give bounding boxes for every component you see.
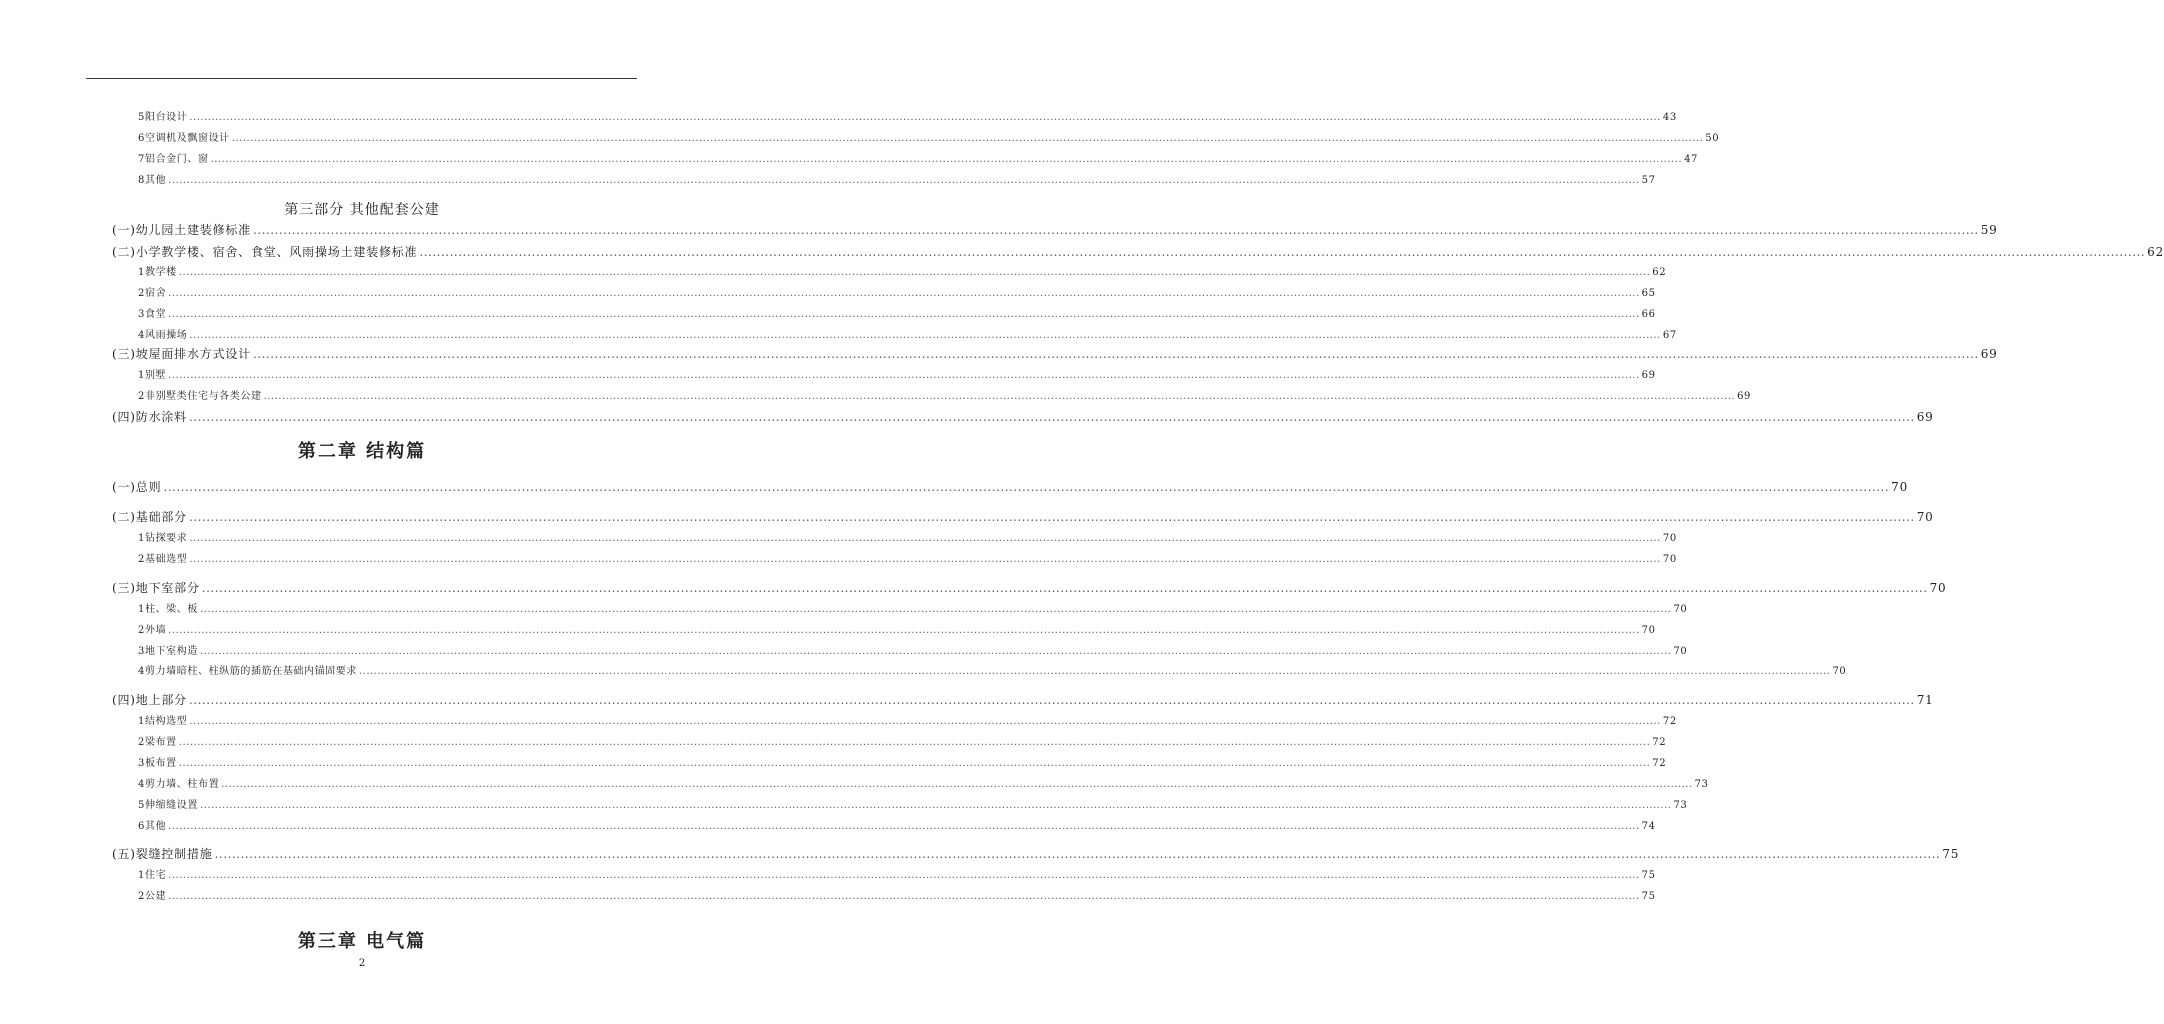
toc-entry-number: 2 bbox=[138, 891, 145, 902]
toc-subsection-entry[interactable] bbox=[138, 712, 1677, 727]
toc-subsection-entry[interactable] bbox=[138, 887, 1656, 902]
toc-entry-number: (一) bbox=[112, 223, 136, 237]
toc-entry-number: (三) bbox=[112, 581, 136, 595]
toc-subsection-entry[interactable] bbox=[138, 754, 1667, 769]
toc-leader-dots: ................................................................................................................................................................................................................................................................................................................................................................................................................ bbox=[199, 604, 1672, 615]
toc-entry-page: 70 bbox=[1641, 625, 1656, 636]
toc-entry-number: (三) bbox=[112, 347, 136, 361]
toc-entry-number: 2 bbox=[138, 625, 145, 636]
toc-entry-page: 70 bbox=[1673, 604, 1688, 615]
toc-entry-title: 剪力墙暗柱、柱纵筋的插筋在基础内锚固要求 bbox=[144, 666, 357, 677]
toc-entry-title: 住宅 bbox=[144, 870, 167, 881]
toc-entry-number: (四) bbox=[112, 693, 136, 707]
toc-entry-number: 2 bbox=[138, 288, 145, 299]
toc-entry-number: (二) bbox=[112, 510, 136, 524]
toc-entry-number: 5 bbox=[138, 800, 145, 811]
toc-entry-page: 43 bbox=[1662, 112, 1677, 123]
toc-leader-dots: ................................................................................................................................................................................................................................................................................................................................................................................................................ bbox=[168, 870, 1640, 881]
toc-subsection-entry[interactable] bbox=[138, 366, 1656, 381]
toc-entry-page: 59 bbox=[1980, 223, 1998, 237]
toc-entry-number: 4 bbox=[138, 330, 145, 341]
toc-entry-number: (五) bbox=[112, 847, 136, 861]
toc-entry-number: 6 bbox=[138, 821, 145, 832]
toc-leader-dots: ................................................................................................................................................................................................................................................................................................................................................................................................................ bbox=[252, 223, 1979, 237]
toc-entry-number: 1 bbox=[138, 604, 145, 615]
toc-entry-title: 结构选型 bbox=[144, 716, 188, 727]
toc-entry-title: 梁布置 bbox=[144, 737, 177, 748]
toc-entry-title: 坡屋面排水方式设计 bbox=[135, 347, 251, 361]
toc-entry-number: (一) bbox=[112, 480, 136, 494]
toc-subsection-entry[interactable] bbox=[138, 171, 1656, 186]
toc-entry-page: 70 bbox=[1662, 554, 1677, 565]
toc-leader-dots: ................................................................................................................................................................................................................................................................................................................................................................................................................ bbox=[263, 391, 1736, 402]
toc-entry-title: 宿舍 bbox=[144, 288, 167, 299]
toc-entry-number: 3 bbox=[138, 309, 145, 320]
toc-entry-title: 伸缩缝设置 bbox=[144, 800, 198, 811]
toc-section-entry[interactable] bbox=[112, 691, 1934, 708]
toc-leader-dots: ................................................................................................................................................................................................................................................................................................................................................................................................................ bbox=[168, 309, 1640, 320]
toc-entry-number: 3 bbox=[138, 646, 145, 657]
toc-entry-title: 外墙 bbox=[144, 625, 167, 636]
toc-entry-title: 别墅 bbox=[144, 370, 167, 381]
toc-entry-number: (四) bbox=[112, 410, 136, 424]
toc-entry-title: 非别墅类住宅与各类公建 bbox=[144, 391, 262, 402]
toc-subsection-entry[interactable] bbox=[138, 621, 1656, 636]
toc-entry-page: 75 bbox=[1641, 870, 1656, 881]
toc-entry-number: 4 bbox=[138, 666, 145, 677]
toc-entry-page: 73 bbox=[1694, 779, 1709, 790]
toc-leader-dots: ................................................................................................................................................................................................................................................................................................................................................................................................................ bbox=[214, 847, 1941, 861]
toc-leader-dots: ................................................................................................................................................................................................................................................................................................................................................................................................................ bbox=[221, 779, 1693, 790]
toc-entry-number: 3 bbox=[138, 758, 145, 769]
toc-entry-title: 剪力墙、柱布置 bbox=[144, 779, 220, 790]
toc-entry-title: 防水涂料 bbox=[135, 410, 187, 424]
toc-section-entry[interactable] bbox=[112, 221, 1998, 238]
toc-entry-title: 食堂 bbox=[144, 309, 167, 320]
toc-section-entry[interactable] bbox=[112, 345, 1998, 362]
toc-entry-number: 1 bbox=[138, 533, 145, 544]
toc-subsection-entry[interactable] bbox=[138, 550, 1677, 565]
toc-entry-number: 7 bbox=[138, 154, 145, 165]
toc-entry-title: 其他 bbox=[144, 175, 167, 186]
toc-entry-page: 75 bbox=[1942, 847, 1960, 861]
toc-leader-dots: ................................................................................................................................................................................................................................................................................................................................................................................................................ bbox=[252, 347, 1979, 361]
toc-subsection-entry[interactable] bbox=[138, 775, 1709, 790]
toc-entry-number: 2 bbox=[138, 737, 145, 748]
toc-subsection-entry[interactable] bbox=[138, 263, 1667, 278]
toc-entry-title: 阳台设计 bbox=[144, 112, 188, 123]
toc-entry-number: 1 bbox=[138, 370, 145, 381]
toc-leader-dots: ................................................................................................................................................................................................................................................................................................................................................................................................................ bbox=[168, 821, 1640, 832]
toc-entry-page: 69 bbox=[1641, 370, 1656, 381]
toc-entry-title: 其他 bbox=[144, 821, 167, 832]
toc-subsection-entry[interactable] bbox=[138, 600, 1688, 615]
toc-entry-number: 2 bbox=[138, 554, 145, 565]
toc-entry-page: 72 bbox=[1652, 737, 1667, 748]
toc-leader-dots: ................................................................................................................................................................................................................................................................................................................................................................................................................ bbox=[188, 410, 1915, 424]
toc-subsection-entry[interactable] bbox=[138, 326, 1677, 341]
toc-subsection-entry[interactable] bbox=[138, 108, 1677, 123]
toc-entry-title: 铝合金门、窗 bbox=[144, 154, 209, 165]
toc-section-entry[interactable] bbox=[112, 478, 1909, 495]
toc-section-entry[interactable] bbox=[112, 508, 1934, 525]
toc-entry-number: (二) bbox=[112, 245, 136, 259]
toc-entry-page: 70 bbox=[1673, 646, 1688, 657]
toc-subsection-entry[interactable] bbox=[138, 866, 1656, 881]
toc-entry-title: 钻探要求 bbox=[144, 533, 188, 544]
toc-leader-dots: ................................................................................................................................................................................................................................................................................................................................................................................................................ bbox=[199, 800, 1672, 811]
toc-entry-page: 69 bbox=[1980, 347, 1998, 361]
toc-entry-page: 70 bbox=[1832, 666, 1847, 677]
toc-subsection-entry[interactable] bbox=[138, 129, 1720, 144]
toc-leader-dots: ................................................................................................................................................................................................................................................................................................................................................................................................................ bbox=[188, 510, 1915, 524]
toc-leader-dots: ................................................................................................................................................................................................................................................................................................................................................................................................................ bbox=[178, 758, 1651, 769]
toc-entry-page: 72 bbox=[1662, 716, 1677, 727]
toc-subsection-entry[interactable] bbox=[138, 642, 1688, 657]
part-heading: 第三部分 其他配套公建 bbox=[284, 202, 440, 218]
toc-entry-page: 73 bbox=[1673, 800, 1688, 811]
toc-entry-number: 2 bbox=[138, 391, 145, 402]
toc-leader-dots: ................................................................................................................................................................................................................................................................................................................................................................................................................ bbox=[189, 330, 1661, 341]
toc-entry-title: 小学教学楼、宿舍、食堂、风雨操场土建装修标准 bbox=[135, 245, 418, 259]
toc-entry-number: 1 bbox=[138, 716, 145, 727]
toc-leader-dots: ................................................................................................................................................................................................................................................................................................................................................................................................................ bbox=[189, 554, 1661, 565]
toc-entry-number: 4 bbox=[138, 779, 145, 790]
toc-entry-page: 70 bbox=[1891, 480, 1909, 494]
toc-entry-page: 65 bbox=[1641, 288, 1656, 299]
toc-entry-title: 总则 bbox=[135, 480, 162, 494]
toc-entry-page: 47 bbox=[1684, 154, 1698, 165]
toc-subsection-entry[interactable] bbox=[138, 733, 1667, 748]
toc-leader-dots: ................................................................................................................................................................................................................................................................................................................................................................................................................ bbox=[201, 581, 1928, 595]
toc-entry-title: 地下室部分 bbox=[135, 581, 200, 595]
toc-leader-dots: ................................................................................................................................................................................................................................................................................................................................................................................................................ bbox=[168, 891, 1640, 902]
toc-entry-number: 1 bbox=[138, 870, 145, 881]
toc-entry-title: 板布置 bbox=[144, 758, 177, 769]
toc-entry-title: 基础选型 bbox=[144, 554, 188, 565]
toc-entry-page: 71 bbox=[1916, 693, 1934, 707]
toc-entry-page: 66 bbox=[1641, 309, 1656, 320]
toc-leader-dots: ................................................................................................................................................................................................................................................................................................................................................................................................................ bbox=[189, 533, 1661, 544]
toc-entry-page: 70 bbox=[1929, 581, 1947, 595]
toc-entry-page: 62 bbox=[2147, 245, 2164, 259]
toc-entry-title: 教学楼 bbox=[144, 267, 177, 278]
toc-subsection-entry[interactable] bbox=[138, 284, 1656, 299]
toc-entry-number: 5 bbox=[138, 112, 145, 123]
toc-entry-title: 风雨操场 bbox=[144, 330, 188, 341]
toc-entry-page: 72 bbox=[1652, 758, 1667, 769]
toc-subsection-entry[interactable] bbox=[138, 529, 1677, 544]
toc-leader-dots: ................................................................................................................................................................................................................................................................................................................................................................................................................ bbox=[199, 646, 1672, 657]
toc-subsection-entry[interactable] bbox=[138, 150, 1698, 165]
toc-section-entry[interactable] bbox=[112, 845, 1960, 862]
toc-entry-title: 基础部分 bbox=[135, 510, 187, 524]
toc-leader-dots: ................................................................................................................................................................................................................................................................................................................................................................................................................ bbox=[178, 737, 1651, 748]
toc-entry-page: 74 bbox=[1641, 821, 1656, 832]
toc-entry-page: 70 bbox=[1916, 510, 1934, 524]
toc-leader-dots: ................................................................................................................................................................................................................................................................................................................................................................................................................ bbox=[163, 480, 1890, 494]
toc-section-entry[interactable] bbox=[112, 579, 1947, 596]
toc-section-entry[interactable] bbox=[112, 408, 1934, 425]
toc-entry-page: 69 bbox=[1916, 410, 1934, 424]
toc-entry-page: 57 bbox=[1641, 175, 1656, 186]
toc-leader-dots: ................................................................................................................................................................................................................................................................................................................................................................................................................ bbox=[189, 112, 1661, 123]
toc-entry-title: 柱、梁、板 bbox=[144, 604, 198, 615]
toc-entry-title: 幼儿园土建装修标准 bbox=[135, 223, 251, 237]
toc-entry-page: 69 bbox=[1737, 391, 1751, 402]
toc-leader-dots: ................................................................................................................................................................................................................................................................................................................................................................................................................ bbox=[168, 625, 1640, 636]
toc-leader-dots: ................................................................................................................................................................................................................................................................................................................................................................................................................ bbox=[210, 154, 1683, 165]
toc-entry-title: 地下室构造 bbox=[144, 646, 198, 657]
toc-entry-page: 62 bbox=[1652, 267, 1667, 278]
toc-subsection-entry[interactable] bbox=[138, 387, 1751, 402]
toc-entry-number: 6 bbox=[138, 133, 145, 144]
toc-entry-title: 空调机及飘窗设计 bbox=[144, 133, 230, 144]
toc-leader-dots: ................................................................................................................................................................................................................................................................................................................................................................................................................ bbox=[188, 693, 1915, 707]
toc-leader-dots: ................................................................................................................................................................................................................................................................................................................................................................................................................ bbox=[178, 267, 1651, 278]
toc-leader-dots: ................................................................................................................................................................................................................................................................................................................................................................................................................ bbox=[419, 245, 2146, 259]
page-number: 2 bbox=[358, 958, 366, 969]
toc-leader-dots: ................................................................................................................................................................................................................................................................................................................................................................................................................ bbox=[168, 288, 1640, 299]
toc-entry-page: 67 bbox=[1662, 330, 1677, 341]
toc-subsection-entry[interactable] bbox=[138, 305, 1656, 320]
toc-entry-title: 裂缝控制措施 bbox=[135, 847, 213, 861]
toc-leader-dots: ................................................................................................................................................................................................................................................................................................................................................................................................................ bbox=[168, 175, 1640, 186]
toc-subsection-entry[interactable] bbox=[138, 662, 1847, 677]
toc-entry-title: 公建 bbox=[144, 891, 167, 902]
chapter-heading: 第二章 结构篇 bbox=[297, 441, 427, 462]
toc-section-entry[interactable] bbox=[112, 243, 2164, 260]
toc-subsection-entry[interactable] bbox=[138, 796, 1688, 811]
toc-entry-page: 75 bbox=[1641, 891, 1656, 902]
toc-subsection-entry[interactable] bbox=[138, 817, 1656, 832]
toc-leader-dots: ................................................................................................................................................................................................................................................................................................................................................................................................................ bbox=[168, 370, 1640, 381]
toc-entry-page: 70 bbox=[1662, 533, 1677, 544]
toc-entry-number: 8 bbox=[138, 175, 145, 186]
toc-entry-page: 50 bbox=[1705, 133, 1720, 144]
toc-leader-dots: ................................................................................................................................................................................................................................................................................................................................................................................................................ bbox=[231, 133, 1704, 144]
toc-entry-title: 地上部分 bbox=[135, 693, 187, 707]
toc-entry-number: 1 bbox=[138, 267, 145, 278]
toc-leader-dots: ................................................................................................................................................................................................................................................................................................................................................................................................................ bbox=[358, 666, 1831, 677]
chapter-heading: 第三章 电气篇 bbox=[297, 931, 427, 952]
toc-leader-dots: ................................................................................................................................................................................................................................................................................................................................................................................................................ bbox=[189, 716, 1661, 727]
